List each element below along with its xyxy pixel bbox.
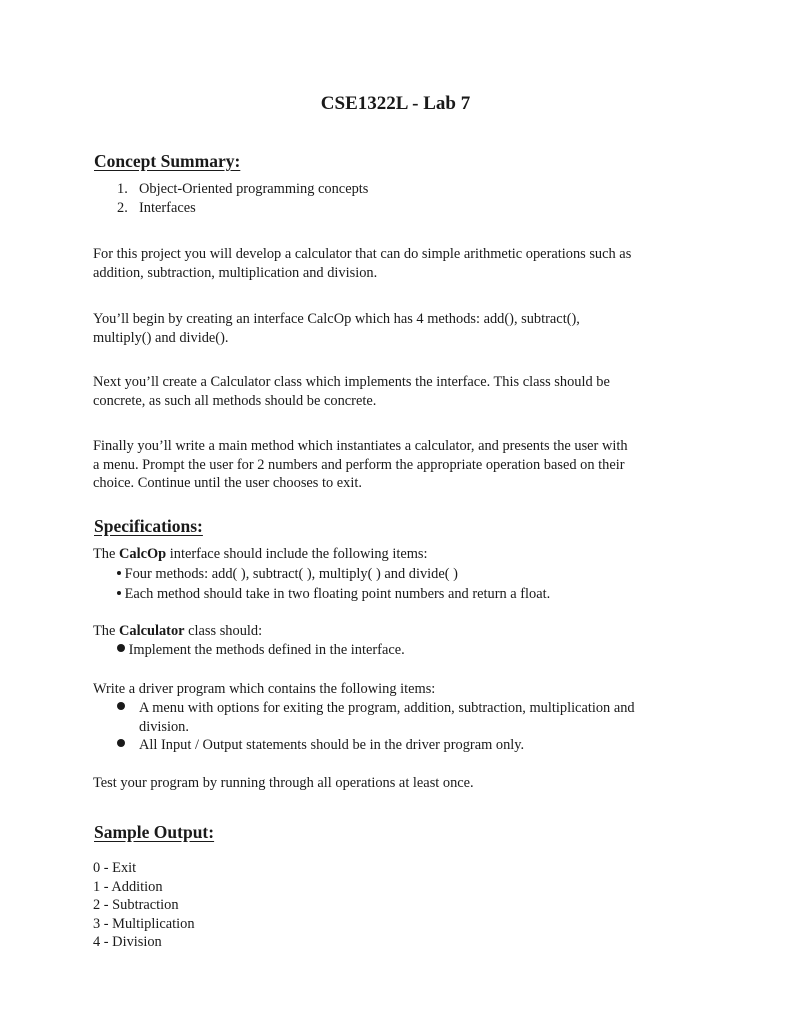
main-method-paragraph: Finally you’ll write a main method which instantiates a calculator, and presents the user with a menu. Prompt the user for 2 numbers and perform the appropriate operation based on their choice. Continue until the user chooses to exit.: [93, 438, 628, 491]
list-item: Each method should take in two floating point numbers and return a float.: [117, 585, 550, 604]
list-item: Implement the methods defined in the interface.: [117, 641, 405, 660]
output-line: 1 - Addition: [93, 878, 163, 895]
sample-output-heading: Sample Output:: [94, 822, 215, 842]
driver-intro: Write a driver program which contains the following items:: [93, 681, 436, 697]
output-line: 0 - Exit: [93, 860, 137, 876]
list-item-text: A menu with options for exiting the program, addition, subtraction, multiplication and division.: [139, 700, 635, 735]
sample-output-block: [93, 859, 693, 952]
list-item-text: All Input / Output statements should be in the driver program only.: [139, 737, 525, 753]
output-line: 3 - Multiplication: [93, 915, 195, 932]
test-instruction: Test your program by running through all operations at least once.: [93, 775, 474, 791]
concept-summary-heading: Concept Summary:: [94, 151, 241, 171]
interface-paragraph: You’ll begin by creating an interface CalcOp which has 4 methods: add(), subtract(), multiply() and divide().: [93, 311, 580, 346]
list-item: Four methods: add( ), subtract( ), multiply( ) and divide( ): [117, 565, 458, 584]
calculator-intro: The Calculator class should:: [93, 623, 263, 639]
list-item: 2. Interfaces: [117, 200, 196, 216]
bullet-icon: [117, 739, 125, 747]
specifications-heading: Specifications:: [94, 516, 203, 536]
output-line: 2 - Subtraction: [93, 897, 179, 914]
calcop-intro: The CalcOp interface should include the following items:: [93, 546, 428, 562]
list-item: [117, 699, 125, 718]
list-item: [117, 736, 125, 755]
output-line: 4 - Division: [93, 934, 162, 951]
bullet-icon: [117, 702, 125, 710]
concept-list: [117, 180, 368, 218]
intro-paragraph: For this project you will develop a calculator that can do simple arithmetic operations such as addition, subtraction, multiplication and division.: [93, 246, 632, 281]
document-title: CSE1322L - Lab 7: [320, 93, 471, 114]
bullet-icon: [117, 571, 121, 575]
list-item: 1. Object-Oriented programming concepts: [117, 181, 369, 197]
class-paragraph: Next you’ll create a Calculator class which implements the interface. This class should be concrete, as such all methods should be concrete.: [93, 374, 610, 409]
bullet-icon: [117, 644, 125, 652]
bullet-icon: [117, 591, 121, 595]
